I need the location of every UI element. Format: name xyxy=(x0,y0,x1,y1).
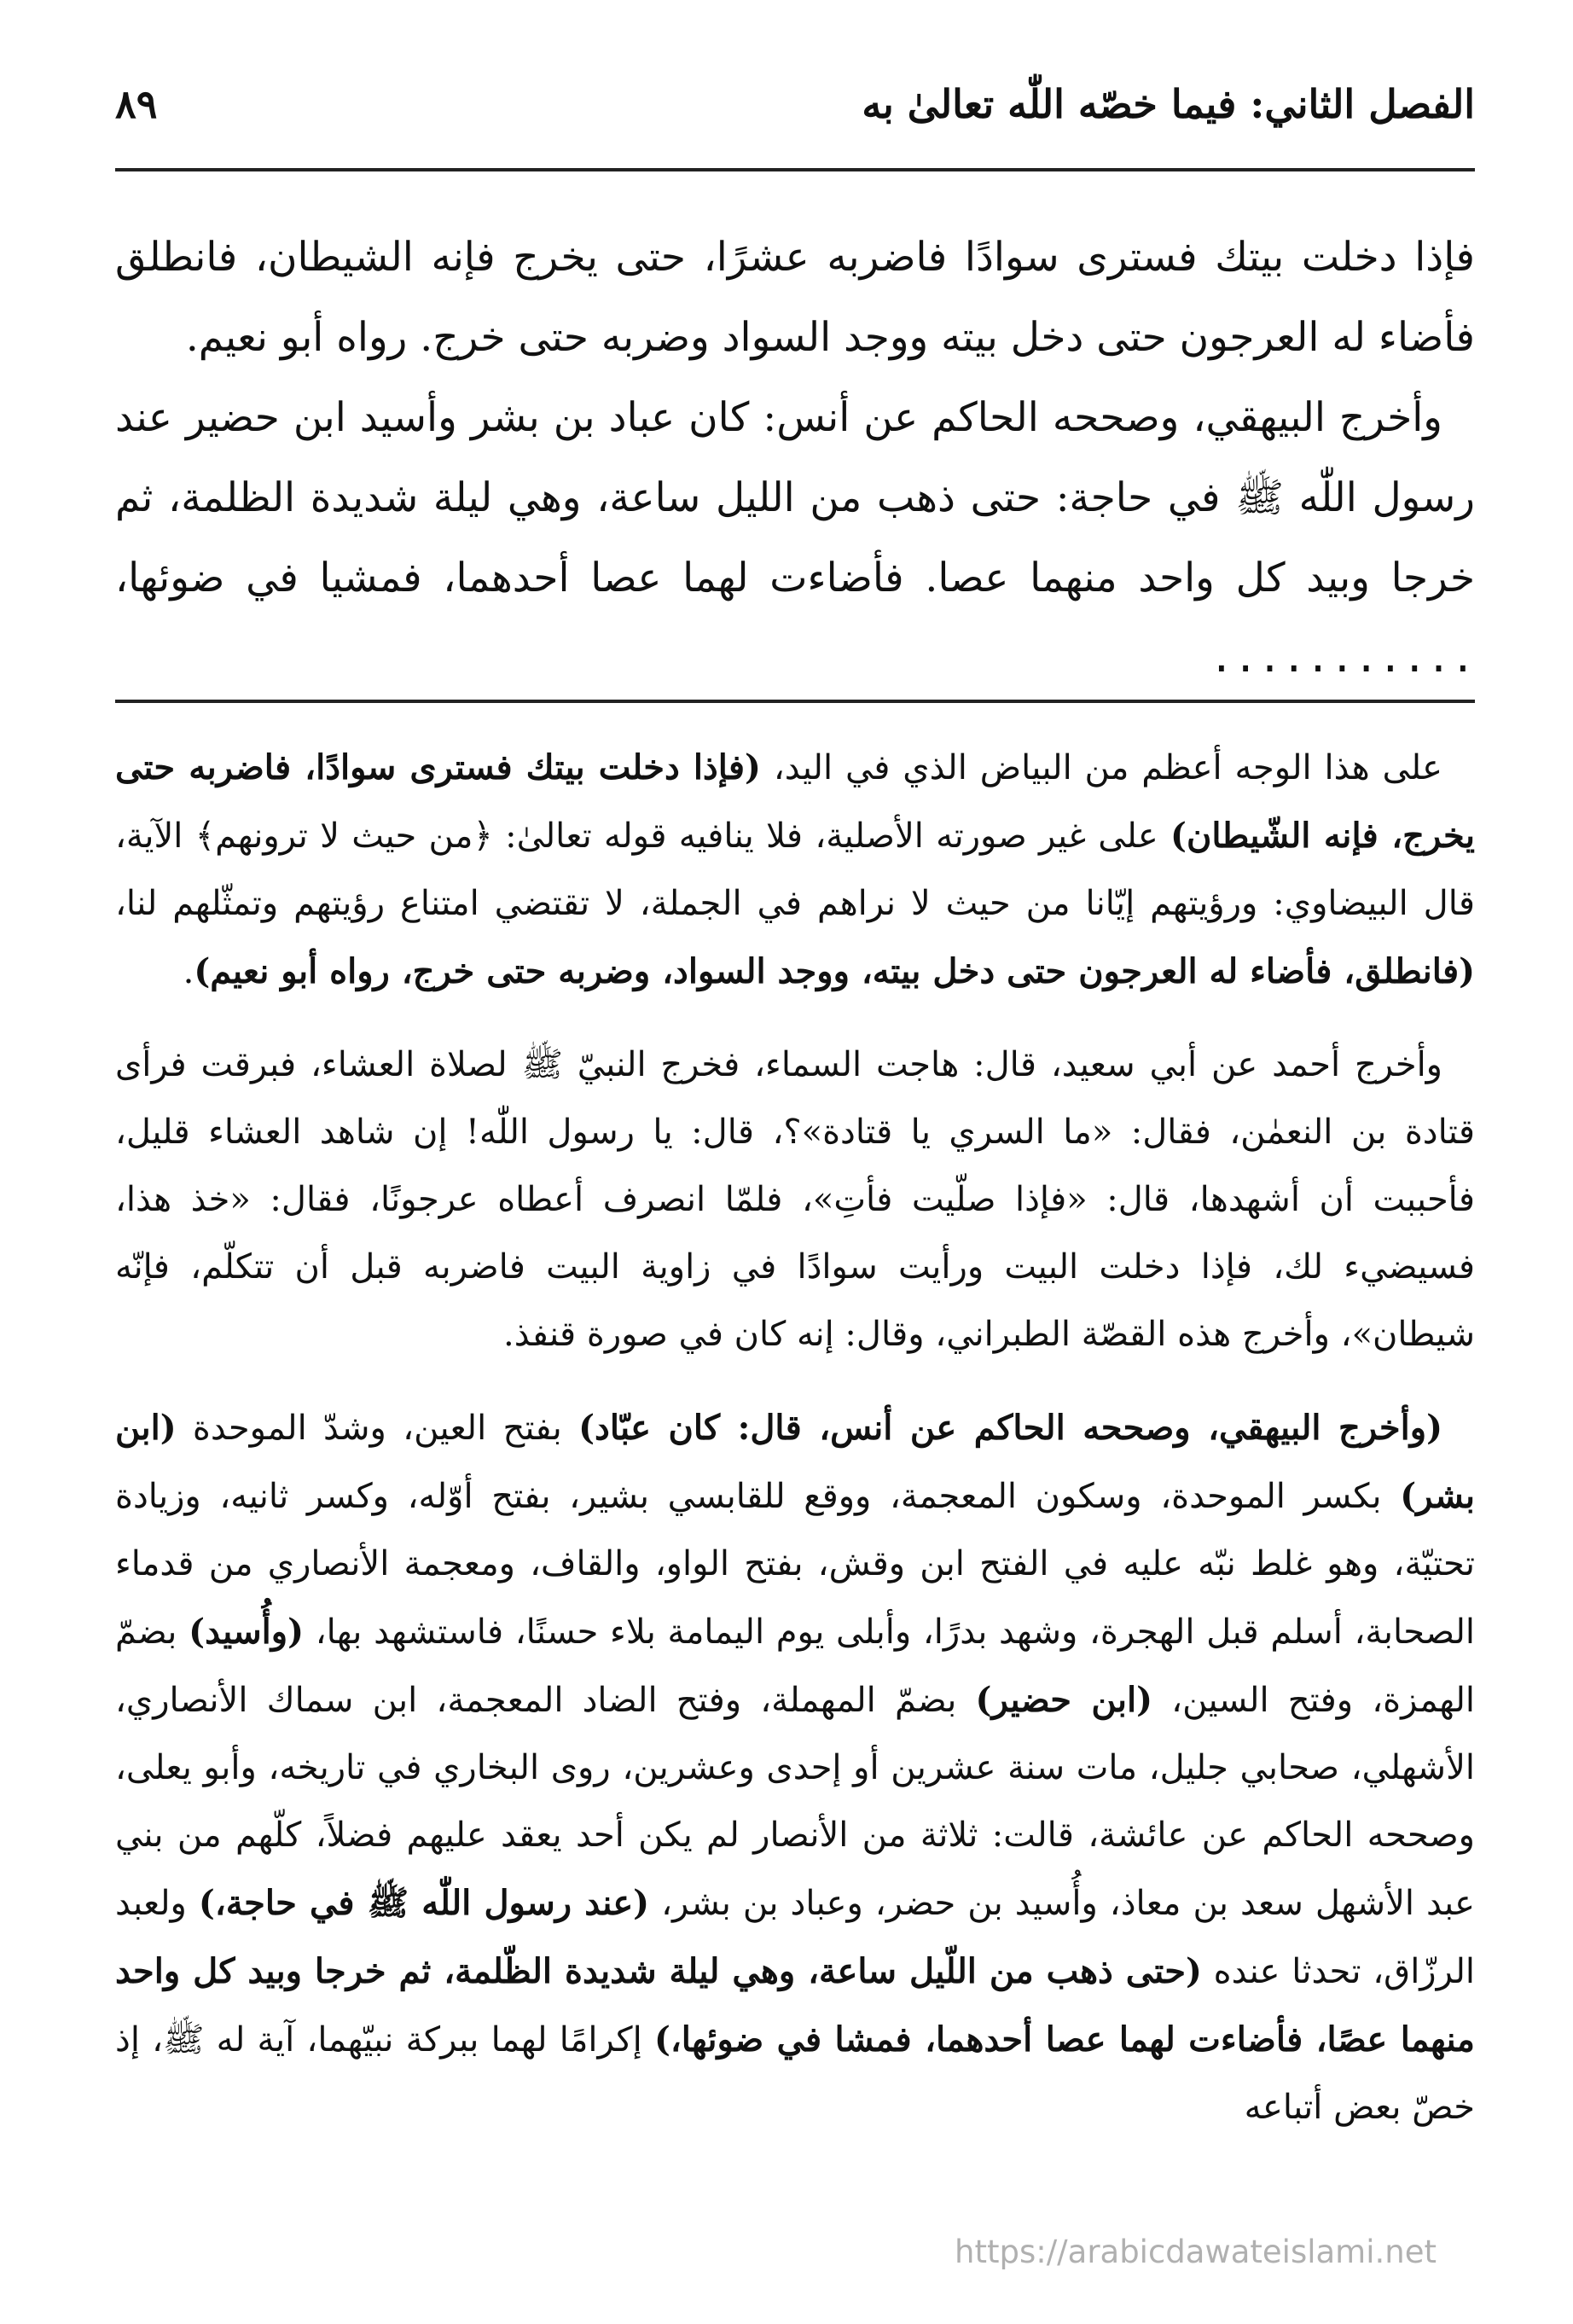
commentary-paragraph xyxy=(115,1394,1475,2141)
commentary-text: على غير صورته الأصلية، فلا ينافيه قوله تعالىٰ: ﴿من حيث لا ترونهم﴾ الآية، قال البيضاوي: ورؤيتهم إيّانا من حيث لا نراهم في الجملة، لا تقتضي امتناع رؤيتهم وتمثّلهم لنا، xyxy=(115,816,1476,923)
section-divider xyxy=(115,700,1475,703)
watermark: https://arabicdawateislami.net xyxy=(955,2234,1437,2270)
page-number: ٨٩ xyxy=(115,81,158,127)
commentary-text: . xyxy=(183,952,194,991)
commentary-text: بضمّ المهملة، وفتح الضاد المعجمة، ابن سماك الأنصاري، الأشهلي، صحابي جليل، مات سنة عشرين أو إحدى وعشرين، روى البخاري في تاريخه، وأبو يعلى، وصححه الحاكم عن عائشة، قالت: ثلاثة من الأنصار لم يكن أحد يعقد عليهم فضلاً، كلّهم من بني عبد الأشهل سعد بن معاذ، وأُسيد بن حضر، وعباد بن بشر، xyxy=(115,1681,1475,1923)
continuation-dots: ........... xyxy=(1209,635,1475,682)
quoted-text-bold: (ابن بشر) xyxy=(115,1408,1475,1516)
quoted-text-bold: (وأخرج البيهقي، وصححه الحاكم عن أنس، قال: كان عبّاد) xyxy=(578,1408,1443,1448)
commentary-paragraph xyxy=(115,1031,1475,1368)
main-paragraph xyxy=(115,378,1475,699)
commentary-text: على هذا الوجه أعظم من البياض الذي في اليد، xyxy=(760,748,1442,787)
chapter-title: الفصل الثاني: فيما خصّه اللّٰه تعالىٰ به xyxy=(862,81,1475,127)
quoted-text-bold: (فانطلق، فأضاء له العرجون حتى دخل بيته، ووجد السواد، وضربه حتى خرج، رواه أبو نعيم) xyxy=(194,951,1475,991)
header-rule xyxy=(115,168,1475,171)
commentary-paragraph xyxy=(115,734,1475,1006)
commentary-text: بفتح العين، وشدّ الموحدة xyxy=(176,1409,579,1448)
main-paragraph: فإذا دخلت بيتك فسترى سوادًا فاضربه عشرًا، حتى يخرج فإنه الشيطان، فانطلق فأضاء له العرجون حتى دخل بيته ووجد السواد وضربه حتى خرج. رواه أبو نعيم. xyxy=(115,234,1475,361)
quoted-text-bold: (فإذا دخلت بيتك فسترى سوادًا، فاضربه حتى يخرج، فإنه الشّيطان) xyxy=(115,747,1475,856)
commentary-text: وأخرج أحمد عن أبي سعيد، قال: هاجت السماء، فخرج النبيّ ﷺ لصلاة العشاء، فبرقت فرأى قتادة بن النعمٰن، فقال: «ما السري يا قتادة»؟، قال: يا رسول اللّٰه! إن شاهد العشاء قليل، فأحببت أن أشهدها، قال: «فإذا صلّيت فأتِ»، فلمّا انصرف أعطاه عرجونًا، فقال: «خذ هذا، فسيضيء لك، فإذا دخلت البيت ورأيت سوادًا في زاوية البيت فاضربه قبل أن تتكلّم، فإنّه شيطان»، وأخرج هذه القصّة الطبراني، وقال: إنه كان في صورة قنفذ. xyxy=(115,1045,1476,1354)
quoted-text-bold: (حتى ذهب من اللّيل ساعة، وهي ليلة شديدة الظّلمة، ثم خرجا وبيد كل واحد منهما عصًا، فأضاءت لهما عصا أحدهما، فمشا في ضوئها،) xyxy=(115,1951,1475,2060)
commentary-text: ولعبد الرزّاق، تحدثا عنده xyxy=(115,1884,1475,1991)
commentary-text: إكرامًا لهما ببركة نبيّهما، آية له ﷺ، إذ خصّ بعض أتباعه xyxy=(115,2020,1475,2127)
quoted-text-bold: (عند رسول اللّٰه ﷺ في حاجة،) xyxy=(198,1883,650,1923)
quoted-text-bold: (وأُسيد) xyxy=(189,1612,305,1652)
running-header xyxy=(115,81,1475,149)
main-paragraph-text: وأخرج البيهقي، وصححه الحاكم عن أنس: كان عباد بن بشر وأسيد ابن حضير عند رسول اللّٰه ﷺ في حاجة: حتى ذهب من الليل ساعة، وهي ليلة شديدة الظلمة، ثم خرجا وبيد كل واحد منهما عصا. فأضاءت لهما عصا أحدهما، فمشيا في ضوئها، xyxy=(115,394,1475,601)
main-text xyxy=(115,218,1475,699)
commentary xyxy=(115,734,1475,2141)
commentary-text: بضمّ الهمزة، وفتح السين، xyxy=(115,1612,1476,1720)
commentary-text: بكسر الموحدة، وسكون المعجمة، ووقع للقابسي بشير، بفتح أوّله، وكسر ثانيه، وزيادة تحتيّة، وهو غلط نبّه عليه في الفتح ابن وقش، بفتح الواو، والقاف، ومعجمة الأنصاري من قدماء الصحابة، أسلم قبل الهجرة، وشهد بدرًا، وأبلى يوم اليمامة بلاء حسنًا، فاستشهد بها، xyxy=(115,1477,1476,1652)
quoted-text-bold: (ابن حضير) xyxy=(975,1680,1153,1720)
